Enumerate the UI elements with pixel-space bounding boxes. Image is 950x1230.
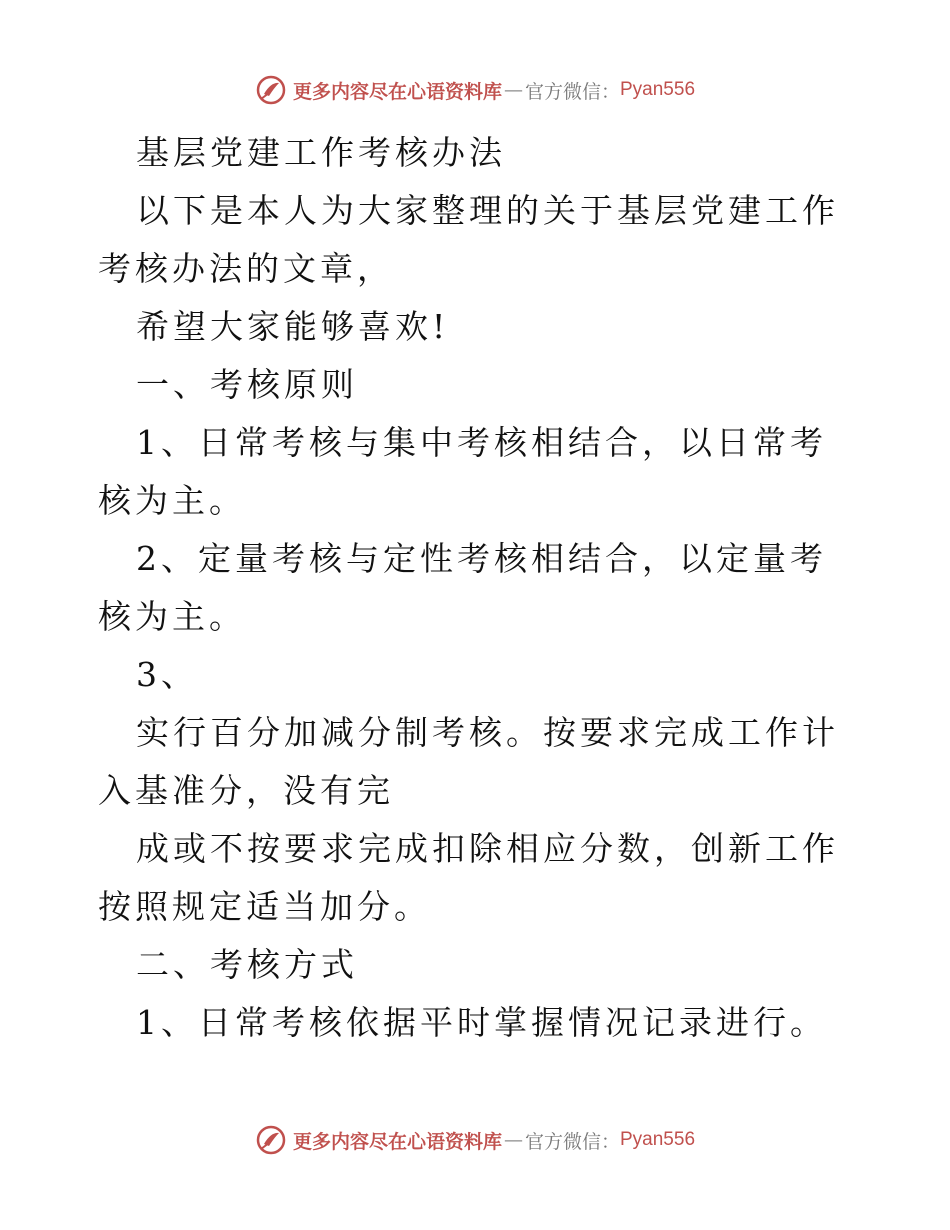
paragraph: 实行百分加减分制考核。按要求完成工作计入基准分，没有完 xyxy=(98,713,839,810)
paragraph: 1、日常考核与集中考核相结合，以日常考核为主。 xyxy=(98,423,827,520)
paragraph: 1、日常考核依据平时掌握情况记录进行。 xyxy=(136,1003,827,1042)
document-title: 基层党建工作考核办法 xyxy=(136,133,506,172)
scroll-quill-icon xyxy=(255,74,287,106)
watermark-footer xyxy=(0,1120,950,1160)
document-body xyxy=(98,124,858,1052)
section-heading: 二、考核方式 xyxy=(136,945,358,984)
watermark-brand: 更多内容尽在心语资料库 xyxy=(292,1130,502,1153)
scroll-quill-icon xyxy=(255,1124,287,1156)
watermark-wechat-label: 官方微信： xyxy=(524,80,620,103)
watermark-wechat-id: Pyan556 xyxy=(620,1129,696,1150)
paragraph: 希望大家能够喜欢! xyxy=(136,307,450,346)
paragraph: 以下是本人为大家整理的关于基层党建工作考核办法的文章， xyxy=(98,191,839,288)
paragraph: 2、定量考核与定性考核相结合，以定量考核为主。 xyxy=(98,539,827,636)
watermark-wechat-label: 官方微信： xyxy=(524,1130,620,1153)
watermark-header xyxy=(0,70,950,110)
watermark-brand: 更多内容尽在心语资料库 xyxy=(292,80,502,103)
watermark-separator: — xyxy=(503,1129,523,1151)
paragraph: 3、 xyxy=(136,655,198,694)
watermark-wechat-id: Pyan556 xyxy=(620,79,696,100)
paragraph: 成或不按要求完成扣除相应分数，创新工作按照规定适当加分。 xyxy=(98,829,839,926)
section-heading: 一、考核原则 xyxy=(136,365,358,404)
watermark-separator: — xyxy=(503,79,523,101)
